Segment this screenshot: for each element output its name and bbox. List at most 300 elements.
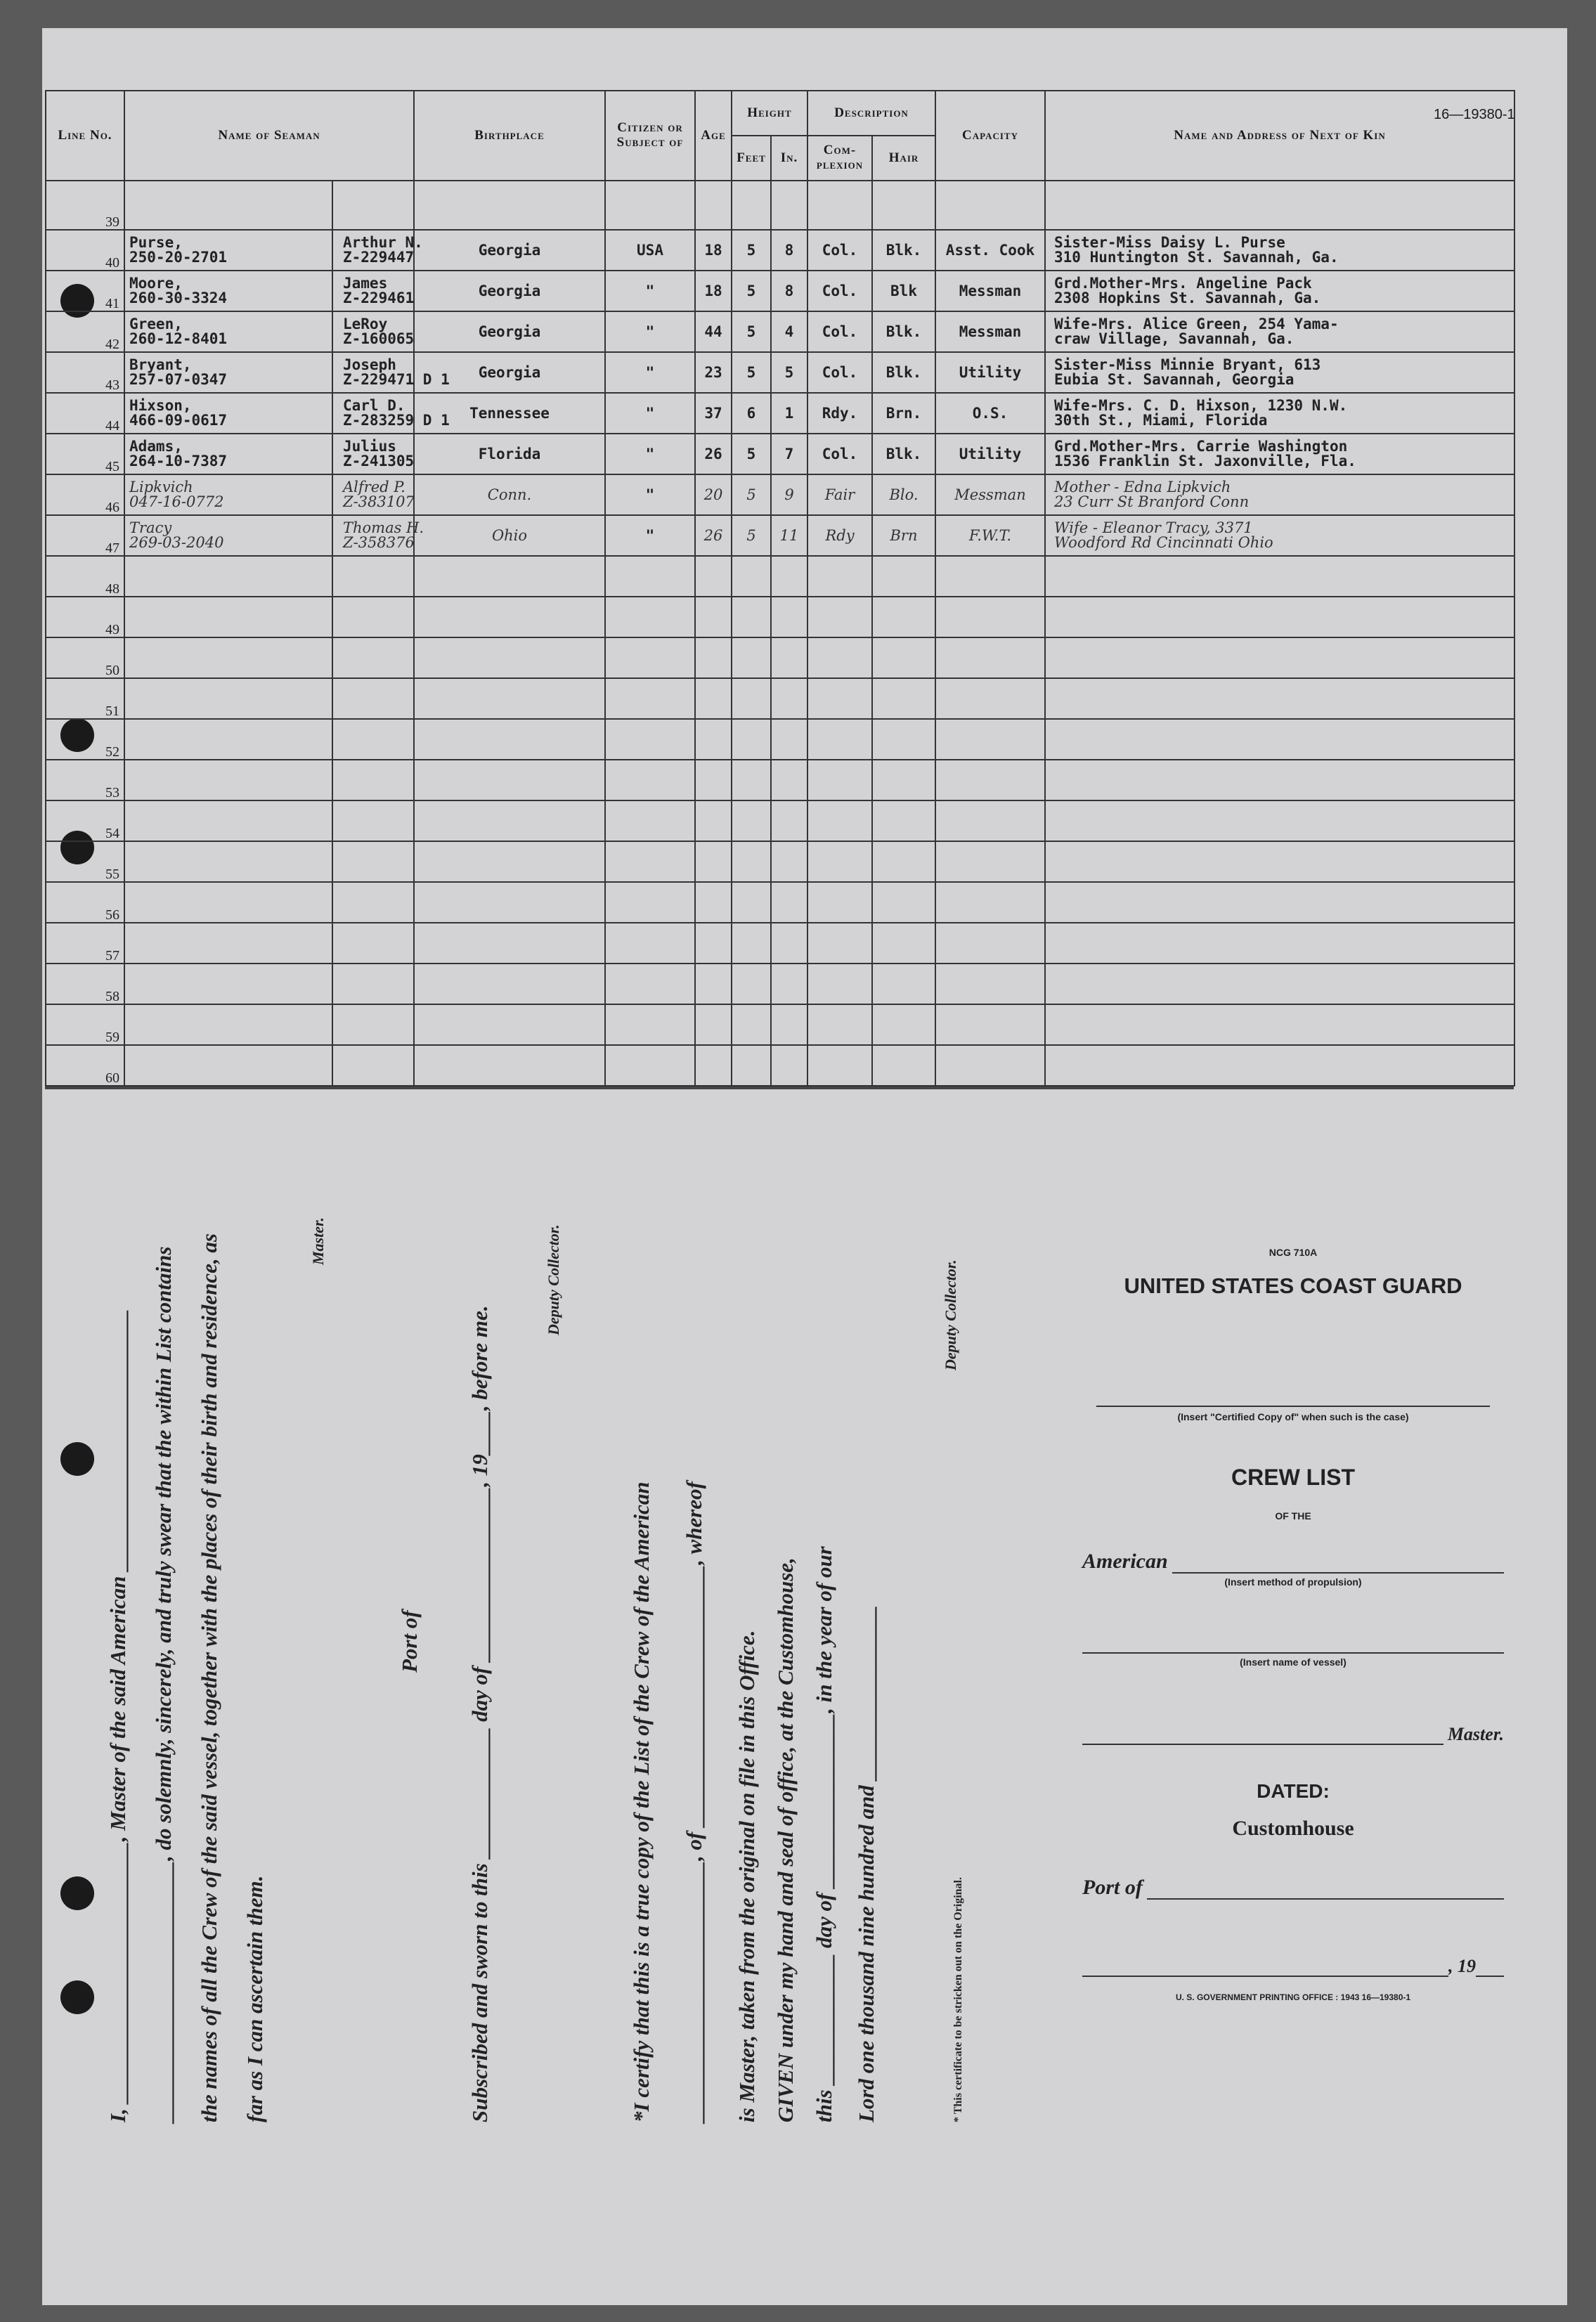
name-given-cell (332, 719, 414, 760)
kin-line-1: Wife - Eleanor Tracy, 3371 (1054, 519, 1253, 536)
citizen-cell (605, 597, 695, 637)
next-of-kin-cell (1045, 515, 1514, 556)
name-given-cell (332, 597, 414, 637)
age: 44 (704, 323, 722, 340)
name-given-cell (332, 882, 414, 923)
line-number-cell (46, 181, 124, 230)
hair-cell (872, 556, 935, 597)
name-surname-cell (124, 556, 332, 597)
oath-line-2: ________________________, do solemnly, sincerely, and truly swear that the within List contains (151, 1246, 176, 2122)
inches-cell (771, 964, 807, 1004)
hair-cell (872, 678, 935, 719)
birthplace-cell (414, 434, 605, 474)
capacity-cell (935, 311, 1045, 352)
feet-cell (732, 1004, 771, 1045)
name-given-cell (332, 1004, 414, 1045)
height-inches: 5 (784, 363, 794, 381)
complexion: Col. (822, 241, 858, 259)
seaman-ss-number: 466-09-0617 (129, 412, 228, 429)
crew-row (46, 311, 1514, 352)
line-number: 40 (105, 255, 119, 271)
birthplace-cell (414, 719, 605, 760)
col-capacity: Capacity (935, 91, 1045, 181)
name-given-cell (332, 434, 414, 474)
height-inches: 11 (779, 526, 799, 544)
kin-line-2: craw Village, Savannah, Ga. (1054, 330, 1295, 347)
hair: Brn (890, 526, 918, 544)
inches-cell (771, 678, 807, 719)
citizen-cell (605, 760, 695, 800)
seaman-given-name: Julius (343, 438, 396, 455)
citizen-cell (605, 434, 695, 474)
hair-cell (872, 311, 935, 352)
capacity-cell (935, 964, 1045, 1004)
capacity-cell (935, 882, 1045, 923)
line-number: 50 (105, 663, 119, 678)
hair-cell (872, 760, 935, 800)
capacity: Messman (959, 323, 1022, 340)
name-surname-cell (124, 1004, 332, 1045)
line-number-cell (46, 760, 124, 800)
birthplace-cell (414, 841, 605, 882)
next-of-kin-cell (1045, 352, 1514, 393)
citizenship: " (645, 323, 655, 340)
name-surname-cell (124, 352, 332, 393)
birthplace-cell (414, 964, 605, 1004)
propulsion-note: (Insert method of propulsion) (1224, 1576, 1362, 1588)
crew-row (46, 352, 1514, 393)
complexion-cell (807, 393, 872, 434)
birthplace: Georgia (478, 282, 541, 299)
line-number: 60 (105, 1070, 119, 1086)
birthplace-cell (414, 637, 605, 678)
name-surname-cell (124, 678, 332, 719)
col-citizen: Citizen or Subject of (605, 91, 695, 181)
inches-cell (771, 923, 807, 964)
deputy-collector-label-1: Deputy Collector. (545, 1224, 562, 1335)
birthplace-cell (414, 678, 605, 719)
feet-cell (732, 800, 771, 841)
cover-panel (1082, 1244, 1504, 2002)
complexion: Col. (822, 282, 858, 299)
citizenship: " (645, 445, 655, 462)
age-cell (695, 637, 732, 678)
crew-row (46, 882, 1514, 923)
age-cell (695, 760, 732, 800)
birthplace-cell (414, 882, 605, 923)
port-line (1082, 1876, 1504, 1900)
date-line (1082, 1956, 1504, 1977)
complexion-cell (807, 474, 872, 515)
birthplace: Conn. (487, 486, 532, 503)
capacity-cell (935, 1045, 1045, 1086)
line-number: 53 (105, 785, 119, 800)
seaman-given-name: LeRoy (343, 316, 388, 332)
complexion-cell (807, 678, 872, 719)
capacity: Asst. Cook (945, 241, 1035, 259)
name-given-cell (332, 474, 414, 515)
capacity-cell (935, 719, 1045, 760)
birthplace-cell (414, 556, 605, 597)
line-number-cell (46, 515, 124, 556)
capacity-cell (935, 637, 1045, 678)
name-surname-cell (124, 434, 332, 474)
citizen-cell (605, 923, 695, 964)
col-complexion: Com- plexion (807, 136, 872, 181)
complexion-cell (807, 597, 872, 637)
name-surname-cell (124, 923, 332, 964)
next-of-kin-cell (1045, 393, 1514, 434)
citizenship: " (645, 486, 655, 503)
name-surname-cell (124, 271, 332, 311)
complexion: Col. (822, 445, 858, 462)
seaman-id-number: Z-160065 (343, 330, 415, 347)
cover-form-number: NCG 710A (1269, 1247, 1318, 1258)
next-of-kin-cell (1045, 923, 1514, 964)
port-blank (1147, 1897, 1504, 1900)
capacity-cell (935, 556, 1045, 597)
kin-line-1: Sister-Miss Minnie Bryant, 613 (1054, 356, 1321, 373)
crew-row (46, 434, 1514, 474)
age-cell (695, 964, 732, 1004)
citizen-cell (605, 964, 695, 1004)
line-number: 45 (105, 459, 119, 474)
crew-row (46, 719, 1514, 760)
kin-line-2: 2308 Hopkins St. Savannah, Ga. (1054, 290, 1321, 306)
seaman-surname: Moore, (129, 275, 183, 292)
kin-line-1: Sister-Miss Daisy L. Purse (1054, 234, 1285, 251)
capacity-cell (935, 841, 1045, 882)
next-of-kin-cell (1045, 597, 1514, 637)
height-inches: 4 (784, 323, 794, 340)
oath-line-4: far as I can ascertain them. (242, 1875, 267, 2122)
age-cell (695, 882, 732, 923)
birthplace-cell (414, 271, 605, 311)
birthplace-cell (414, 515, 605, 556)
age-cell (695, 678, 732, 719)
citizen-cell (605, 719, 695, 760)
line-number-cell (46, 311, 124, 352)
age-cell (695, 1004, 732, 1045)
complexion-cell (807, 923, 872, 964)
complexion-cell (807, 271, 872, 311)
age: 23 (704, 363, 722, 381)
inches-cell (771, 434, 807, 474)
citizen-cell (605, 515, 695, 556)
age-cell (695, 434, 732, 474)
inches-cell (771, 556, 807, 597)
name-surname-cell (124, 515, 332, 556)
capacity-cell (935, 474, 1045, 515)
hair: Blk. (885, 241, 922, 259)
feet-cell (732, 474, 771, 515)
line-number-cell (46, 1045, 124, 1086)
age-cell (695, 800, 732, 841)
seaman-id-number: Z-358376 (343, 534, 415, 551)
age: 18 (704, 241, 722, 259)
birthplace: Florida (478, 445, 541, 462)
seaman-id-number: Z-229471 D 1 (343, 371, 450, 388)
age-cell (695, 474, 732, 515)
cover-agency: UNITED STATES COAST GUARD (1124, 1273, 1462, 1298)
birthplace-cell (414, 800, 605, 841)
birthplace-cell (414, 1004, 605, 1045)
height-feet: 5 (746, 282, 756, 299)
seaman-id-number: Z-229461 (343, 290, 415, 306)
citizen-cell (605, 352, 695, 393)
kin-line-1: Wife-Mrs. Alice Green, 254 Yama- (1054, 316, 1339, 332)
hair-cell (872, 882, 935, 923)
next-of-kin-cell (1045, 760, 1514, 800)
name-surname-cell (124, 230, 332, 271)
name-surname-cell (124, 1045, 332, 1086)
kin-line-1: Wife-Mrs. C. D. Hixson, 1230 N.W. (1054, 397, 1348, 414)
crew-row (46, 678, 1514, 719)
crew-row (46, 597, 1514, 637)
height-inches: 1 (784, 404, 794, 422)
line-number-cell (46, 271, 124, 311)
complexion-cell (807, 515, 872, 556)
given-line-1: GIVEN under my hand and seal of office, at the Customhouse, (773, 1557, 798, 2122)
complexion-cell (807, 434, 872, 474)
hair-cell (872, 800, 935, 841)
next-of-kin-cell (1045, 800, 1514, 841)
feet-cell (732, 556, 771, 597)
next-of-kin-cell (1045, 719, 1514, 760)
birthplace-cell (414, 311, 605, 352)
name-given-cell (332, 181, 414, 230)
capacity: F.W.T. (968, 526, 1012, 544)
seaman-surname: Purse, (129, 234, 183, 251)
line-number: 59 (105, 1030, 119, 1045)
complexion-cell (807, 719, 872, 760)
height-inches: 8 (784, 241, 794, 259)
line-number: 57 (105, 948, 119, 964)
line-number: 46 (105, 500, 119, 515)
hair-cell (872, 923, 935, 964)
complexion: Col. (822, 323, 858, 340)
age: 20 (703, 486, 723, 503)
next-of-kin-cell (1045, 230, 1514, 271)
birthplace-cell (414, 923, 605, 964)
feet-cell (732, 271, 771, 311)
inches-cell (771, 393, 807, 434)
seaman-given-name: James (343, 275, 388, 292)
vessel-note: (Insert name of vessel) (1240, 1656, 1347, 1668)
complexion: Rdy (825, 526, 855, 544)
height-inches: 7 (784, 445, 794, 462)
line-number: 44 (105, 418, 119, 434)
feet-cell (732, 597, 771, 637)
line-number-cell (46, 719, 124, 760)
seaman-surname: Green, (129, 316, 183, 332)
citizen-cell (605, 841, 695, 882)
complexion-cell (807, 964, 872, 1004)
hair-cell (872, 352, 935, 393)
hair: Blk. (885, 323, 922, 340)
subscribed-line: Subscribed and sworn to this ____________ day of ________________, 19____, before me. (467, 1305, 492, 2122)
certify-line-2: ________________________, of ________________________, whereof (682, 1481, 706, 2122)
birthplace: Georgia (478, 241, 541, 259)
line-number: 47 (105, 540, 119, 556)
crew-row (46, 841, 1514, 882)
given-line-3: Lord one thousand nine hundred and ________________ (854, 1605, 878, 2122)
line-number-cell (46, 841, 124, 882)
feet-cell (732, 882, 771, 923)
hair-cell (872, 474, 935, 515)
crew-table (45, 90, 1515, 1087)
citizenship: " (645, 526, 655, 544)
citizenship: USA (637, 241, 663, 259)
feet-cell (732, 964, 771, 1004)
col-feet: Feet (732, 136, 771, 181)
col-inches: In. (771, 136, 807, 181)
seaman-surname: Lipkvich (129, 479, 193, 495)
crew-row (46, 271, 1514, 311)
age-cell (695, 719, 732, 760)
hair-cell (872, 964, 935, 1004)
feet-cell (732, 1045, 771, 1086)
kin-line-2: 1536 Franklin St. Jaxonville, Fla. (1054, 453, 1356, 469)
hair-cell (872, 271, 935, 311)
age-cell (695, 271, 732, 311)
feet-cell (732, 637, 771, 678)
kin-line-2: 30th St., Miami, Florida (1054, 412, 1268, 429)
capacity-cell (935, 678, 1045, 719)
crew-row (46, 556, 1514, 597)
inches-cell (771, 841, 807, 882)
citizen-cell (605, 1004, 695, 1045)
height-inches: 9 (784, 486, 794, 503)
feet-cell (732, 678, 771, 719)
cover-year: , 19 (1448, 1956, 1476, 1976)
crew-row (46, 393, 1514, 434)
height-inches: 8 (784, 282, 794, 299)
next-of-kin-cell (1045, 964, 1514, 1004)
citizen-cell (605, 1045, 695, 1086)
age-cell (695, 515, 732, 556)
inches-cell (771, 311, 807, 352)
crew-row (46, 230, 1514, 271)
master-blank (1082, 1742, 1443, 1745)
height-feet: 5 (746, 445, 756, 462)
certified-copy-note: (Insert "Certified Copy of" when such is the case) (1177, 1411, 1409, 1422)
age-cell (695, 841, 732, 882)
hair: Brn. (885, 404, 922, 422)
punch-hole (60, 1876, 94, 1910)
inches-cell (771, 1004, 807, 1045)
name-surname-cell (124, 719, 332, 760)
citizen-cell (605, 271, 695, 311)
line-number-cell (46, 923, 124, 964)
seaman-given-name: Arthur N. (343, 234, 423, 251)
citizen-cell (605, 800, 695, 841)
capacity: Utility (959, 363, 1022, 381)
kin-line-1: Grd.Mother-Mrs. Carrie Washington (1054, 438, 1348, 455)
complexion-cell (807, 230, 872, 271)
seaman-surname: Hixson, (129, 397, 192, 414)
next-of-kin-cell (1045, 841, 1514, 882)
hair: Blk. (885, 363, 922, 381)
seaman-ss-number: 269-03-2040 (129, 534, 224, 551)
seaman-id-number: Z-229447 (343, 249, 415, 266)
seaman-id-number: Z-283259 D 1 (343, 412, 450, 429)
feet-cell (732, 311, 771, 352)
age-cell (695, 352, 732, 393)
line-number-cell (46, 800, 124, 841)
crew-row (46, 1045, 1514, 1086)
inches-cell (771, 474, 807, 515)
name-surname-cell (124, 597, 332, 637)
master-line (1082, 1724, 1504, 1745)
citizenship: " (645, 282, 655, 299)
crew-row (46, 964, 1514, 1004)
oath-line-3: the names of all the Crew of the said vessel, together with the places of their birth and residence, as (197, 1233, 221, 2122)
name-given-cell (332, 923, 414, 964)
capacity-cell (935, 181, 1045, 230)
name-surname-cell (124, 311, 332, 352)
capacity: Messman (954, 486, 1026, 503)
american-label: American (1082, 1550, 1168, 1573)
hair-cell (872, 181, 935, 230)
name-given-cell (332, 515, 424, 556)
age: 26 (703, 526, 723, 544)
capacity-cell (935, 393, 1045, 434)
line-number: 58 (105, 989, 119, 1004)
complexion-cell (807, 882, 872, 923)
height-feet: 5 (746, 486, 756, 503)
inches-cell (771, 760, 807, 800)
cover-dated: DATED: (1257, 1780, 1330, 1802)
name-surname-cell (124, 637, 332, 678)
crew-row (46, 637, 1514, 678)
crew-row (46, 1004, 1514, 1045)
hair-cell (872, 637, 935, 678)
line-number-cell (46, 678, 124, 719)
name-given-cell (332, 352, 450, 393)
kin-line-1: Mother - Edna Lipkvich (1054, 479, 1231, 495)
line-number: 56 (105, 907, 119, 923)
line-number-cell (46, 393, 124, 434)
name-surname-cell (124, 964, 332, 1004)
cover-title: CREW LIST (1231, 1465, 1355, 1490)
seaman-surname: Tracy (129, 519, 172, 536)
next-of-kin-cell (1045, 1004, 1514, 1045)
birthplace-cell (414, 230, 605, 271)
hair: Blo. (889, 486, 919, 503)
feet-cell (732, 841, 771, 882)
citizen-cell (605, 181, 695, 230)
citizen-cell (605, 474, 695, 515)
name-surname-cell (124, 841, 332, 882)
age-cell (695, 393, 732, 434)
deputy-collector-label-2: Deputy Collector. (942, 1259, 959, 1370)
kin-line-2: 310 Huntington St. Savannah, Ga. (1054, 249, 1339, 266)
line-number: 39 (105, 214, 119, 230)
complexion-cell (807, 800, 872, 841)
height-feet: 5 (746, 241, 756, 259)
seaman-given-name: Joseph (343, 356, 396, 373)
citizen-cell (605, 393, 695, 434)
citizenship: " (645, 404, 655, 422)
crew-row (46, 515, 1514, 556)
master-signature-label: Master. (309, 1217, 327, 1265)
complexion-cell (807, 556, 872, 597)
feet-cell (732, 230, 771, 271)
seaman-ss-number: 260-12-8401 (129, 330, 228, 347)
cover-port-label: Port of (1082, 1876, 1143, 1899)
complexion-cell (807, 311, 872, 352)
